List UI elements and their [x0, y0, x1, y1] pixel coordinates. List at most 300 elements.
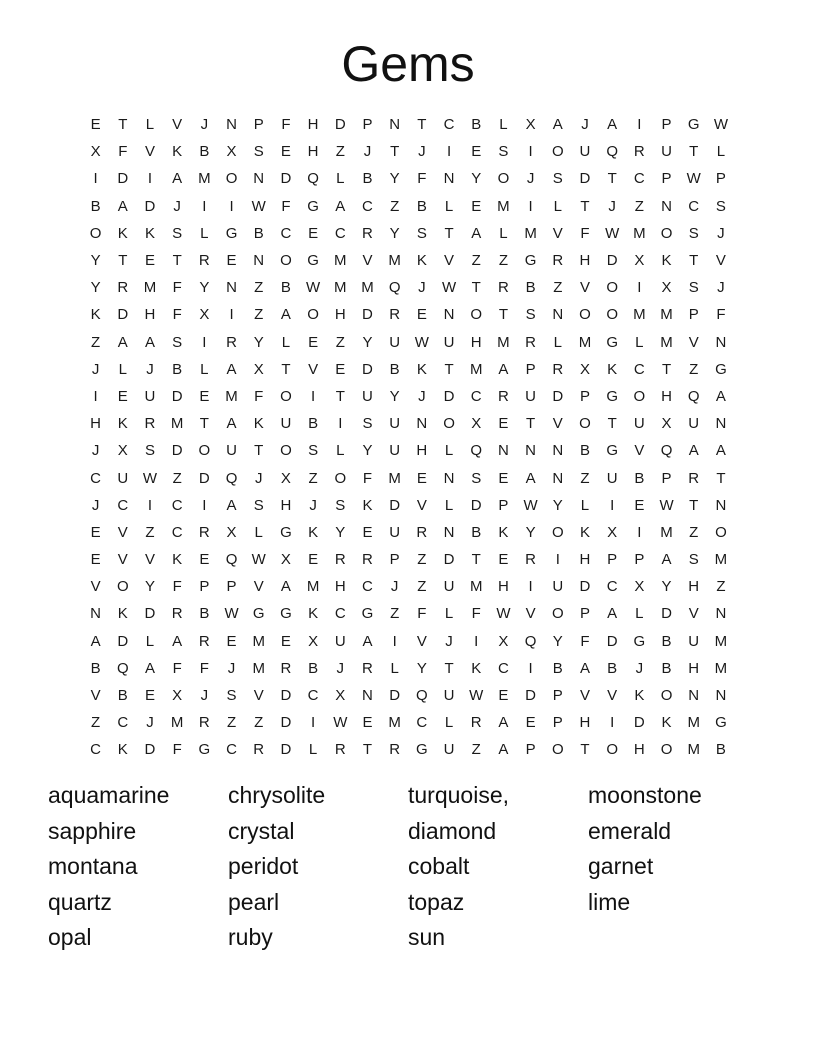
grid-letter: Y: [253, 333, 264, 351]
word-list-item: emerald: [588, 817, 672, 844]
grid-letter: N: [715, 333, 727, 351]
grid-letter: S: [688, 279, 699, 297]
grid-letter: R: [226, 333, 237, 351]
grid-letter: S: [172, 333, 183, 351]
grid-letter: M: [334, 252, 347, 270]
grid-letter: I: [528, 578, 533, 596]
grid-letter: F: [172, 279, 182, 297]
grid-letter: Z: [390, 197, 400, 215]
grid-letter: V: [144, 143, 155, 161]
grid-letter: J: [336, 659, 345, 677]
grid-letter: P: [389, 551, 400, 569]
grid-letter: M: [306, 578, 320, 596]
grid-letter: O: [280, 252, 292, 270]
grid-letter: D: [117, 632, 129, 650]
grid-letter: W: [605, 224, 620, 242]
grid-letter: M: [633, 306, 646, 324]
grid-letter: T: [281, 360, 291, 378]
grid-letter: O: [116, 578, 129, 596]
grid-letter: L: [145, 632, 155, 650]
grid-letter: J: [445, 632, 453, 650]
grid-letter: K: [634, 687, 645, 705]
grid-letter: C: [90, 469, 102, 487]
grid-letter: X: [172, 687, 183, 705]
grid-letter: I: [610, 714, 615, 732]
grid-letter: L: [390, 659, 399, 677]
grid-letter: T: [580, 741, 590, 759]
grid-letter: L: [635, 605, 644, 623]
grid-letter: G: [606, 387, 618, 405]
grid-letter: Z: [91, 714, 101, 732]
grid-letter: T: [444, 659, 454, 677]
grid-letter: G: [280, 605, 292, 623]
grid-letter: P: [525, 741, 536, 759]
grid-letter: D: [117, 306, 129, 324]
grid-letter: O: [225, 170, 238, 188]
grid-letter: O: [198, 442, 211, 460]
grid-letter: V: [634, 442, 645, 460]
grid-letter: N: [688, 687, 700, 705]
grid-letter: P: [552, 714, 563, 732]
grid-letter: S: [253, 496, 264, 514]
grid-letter: C: [334, 224, 346, 242]
grid-letter: U: [443, 741, 455, 759]
grid-letter: X: [525, 116, 536, 134]
grid-letter: X: [579, 360, 590, 378]
grid-letter: E: [117, 387, 128, 405]
word-list-item: crystal: [228, 817, 295, 844]
grid-letter: S: [362, 415, 373, 433]
grid-letter: L: [200, 360, 209, 378]
grid-letter: N: [715, 687, 727, 705]
grid-letter: L: [145, 116, 155, 134]
grid-letter: N: [443, 170, 455, 188]
grid-letter: M: [225, 387, 238, 405]
grid-letter: H: [688, 578, 700, 596]
grid-letter: T: [172, 252, 182, 270]
grid-letter: S: [172, 224, 183, 242]
grid-letter: V: [444, 252, 455, 270]
grid-letter: O: [89, 224, 102, 242]
grid-letter: U: [334, 632, 346, 650]
grid-letter: I: [528, 659, 533, 677]
grid-letter: Q: [116, 659, 129, 677]
grid-letter: W: [414, 333, 429, 351]
grid-letter: X: [226, 523, 237, 541]
grid-letter: C: [280, 224, 292, 242]
grid-letter: E: [362, 714, 373, 732]
grid-letter: R: [470, 714, 482, 732]
page-title: Gems: [341, 36, 475, 92]
grid-letter: H: [334, 306, 346, 324]
grid-letter: R: [253, 741, 265, 759]
grid-letter: L: [444, 605, 454, 623]
grid-letter: D: [443, 387, 455, 405]
grid-letter: X: [226, 143, 237, 161]
grid-letter: S: [688, 551, 699, 569]
grid-letter: R: [280, 659, 292, 677]
grid-letter: R: [334, 551, 346, 569]
grid-letter: O: [660, 224, 673, 242]
grid-letter: R: [362, 551, 373, 569]
grid-letter: O: [660, 687, 673, 705]
grid-letter: J: [581, 116, 589, 134]
grid-letter: U: [389, 523, 401, 541]
grid-letter: I: [147, 496, 153, 514]
grid-letter: M: [660, 333, 673, 351]
grid-letter: D: [280, 170, 292, 188]
grid-letter: B: [607, 659, 618, 677]
grid-letter: S: [416, 224, 427, 242]
grid-letter: B: [90, 197, 101, 215]
grid-letter: V: [579, 687, 590, 705]
grid-letter: K: [579, 523, 590, 541]
grid-letter: A: [172, 632, 183, 650]
grid-letter: N: [253, 170, 265, 188]
grid-letter: J: [200, 687, 209, 705]
grid-letter: L: [635, 333, 644, 351]
grid-letter: T: [580, 197, 590, 215]
grid-letter: C: [334, 605, 346, 623]
grid-letter: J: [608, 197, 616, 215]
grid-letter: Y: [471, 170, 482, 188]
grid-letter: K: [90, 306, 101, 324]
grid-letter: C: [688, 197, 700, 215]
word-list-item: opal: [48, 924, 92, 951]
grid-letter: B: [715, 741, 726, 759]
grid-letter: X: [199, 306, 210, 324]
grid-letter: K: [471, 659, 482, 677]
grid-letter: E: [308, 333, 319, 351]
grid-letter: H: [307, 116, 319, 134]
grid-letter: T: [607, 170, 617, 188]
grid-letter: J: [309, 496, 317, 514]
grid-letter: Q: [225, 551, 238, 569]
grid-letter: I: [93, 387, 98, 405]
grid-letter: E: [226, 632, 237, 650]
grid-letter: O: [280, 387, 292, 405]
grid-letter: D: [606, 632, 618, 650]
grid-letter: F: [281, 197, 291, 215]
grid-letter: R: [334, 741, 346, 759]
grid-letter: B: [661, 659, 672, 677]
grid-letter: M: [497, 197, 510, 215]
grid-letter: M: [252, 659, 265, 677]
grid-letter: K: [362, 496, 373, 514]
grid-letter: J: [173, 197, 181, 215]
grid-letter: E: [362, 523, 373, 541]
grid-letter: A: [280, 306, 291, 324]
grid-letter: T: [471, 279, 481, 297]
grid-letter: E: [498, 469, 509, 487]
grid-letter: A: [335, 197, 346, 215]
grid-letter: Y: [90, 279, 101, 297]
grid-letter: L: [336, 442, 345, 460]
word-list-item: moonstone: [588, 782, 702, 808]
grid-letter: T: [199, 415, 209, 433]
grid-letter: M: [469, 360, 483, 378]
grid-letter: X: [471, 415, 482, 433]
grid-letter: V: [416, 632, 427, 650]
grid-letter: E: [471, 143, 482, 161]
grid-letter: D: [334, 116, 346, 134]
grid-letter: J: [363, 143, 372, 161]
word-list-item: lime: [588, 888, 631, 915]
grid-letter: A: [688, 442, 699, 460]
grid-letter: K: [416, 252, 427, 270]
grid-letter: L: [254, 523, 263, 541]
grid-letter: C: [90, 741, 102, 759]
grid-letter: X: [634, 252, 645, 270]
grid-letter: U: [552, 578, 564, 596]
grid-letter: A: [661, 551, 672, 569]
grid-letter: R: [198, 714, 210, 732]
grid-letter: Q: [687, 387, 700, 405]
grid-letter: W: [251, 197, 266, 215]
grid-letter: L: [200, 224, 209, 242]
grid-letter: R: [389, 741, 401, 759]
grid-letter: I: [637, 279, 642, 297]
grid-letter: E: [90, 523, 101, 541]
grid-letter: B: [172, 360, 183, 378]
grid-letter: D: [606, 252, 618, 270]
grid-letter: X: [634, 578, 645, 596]
grid-letter: X: [280, 551, 291, 569]
grid-letter: Z: [417, 551, 427, 569]
grid-letter: N: [552, 469, 564, 487]
grid-letter: O: [280, 442, 292, 460]
grid-letter: M: [388, 714, 401, 732]
grid-letter: I: [637, 116, 642, 134]
grid-letter: K: [172, 551, 183, 569]
grid-letter: O: [551, 143, 564, 161]
grid-letter: E: [498, 551, 509, 569]
grid-letter: M: [524, 224, 537, 242]
grid-letter: K: [308, 523, 319, 541]
grid-letter: I: [147, 170, 153, 188]
grid-letter: J: [146, 714, 154, 732]
grid-letter: L: [444, 496, 454, 514]
grid-letter: N: [226, 279, 237, 297]
grid-letter: A: [715, 387, 726, 405]
grid-letter: P: [579, 605, 590, 623]
grid-letter: A: [117, 333, 128, 351]
grid-letter: F: [362, 469, 373, 487]
grid-letter: J: [200, 116, 209, 134]
grid-letter: F: [417, 605, 427, 623]
grid-letter: S: [498, 143, 509, 161]
grid-letter: M: [334, 279, 347, 297]
word-list-item: quartz: [48, 888, 112, 915]
grid-letter: T: [362, 741, 373, 759]
grid-letter: S: [688, 224, 699, 242]
grid-letter: L: [553, 333, 562, 351]
letter-grid: [82, 111, 735, 764]
grid-letter: R: [362, 659, 373, 677]
grid-letter: E: [90, 116, 101, 134]
grid-letter: H: [416, 442, 428, 460]
grid-letter: L: [281, 333, 291, 351]
grid-letter: J: [390, 578, 399, 596]
grid-letter: A: [607, 116, 618, 134]
grid-letter: S: [253, 143, 264, 161]
grid-letter: L: [553, 197, 562, 215]
word-list-item: pearl: [228, 888, 280, 915]
grid-letter: E: [199, 387, 210, 405]
grid-letter: M: [198, 170, 211, 188]
grid-letter: R: [198, 523, 210, 541]
grid-letter: Z: [580, 469, 590, 487]
grid-letter: N: [552, 442, 564, 460]
grid-letter: W: [224, 605, 239, 623]
grid-letter: F: [254, 387, 264, 405]
grid-letter: A: [552, 116, 563, 134]
grid-letter: V: [552, 415, 563, 433]
grid-letter: E: [335, 360, 346, 378]
grid-letter: Y: [416, 659, 427, 677]
grid-letter: A: [280, 578, 291, 596]
grid-letter: A: [144, 333, 155, 351]
word-list-item: chrysolite: [228, 782, 326, 808]
grid-letter: A: [226, 415, 237, 433]
grid-letter: G: [524, 252, 537, 270]
grid-letter: L: [499, 116, 508, 134]
grid-letter: X: [661, 415, 672, 433]
grid-letter: G: [252, 605, 265, 623]
grid-letter: B: [525, 279, 536, 297]
grid-letter: P: [498, 496, 509, 514]
grid-letter: P: [634, 551, 645, 569]
grid-letter: M: [388, 469, 401, 487]
grid-letter: U: [661, 143, 672, 161]
grid-letter: G: [416, 741, 428, 759]
grid-letter: J: [418, 143, 426, 161]
grid-letter: U: [688, 632, 700, 650]
grid-letter: D: [552, 387, 564, 405]
grid-letter: J: [418, 387, 426, 405]
grid-letter: Y: [362, 442, 373, 460]
grid-letter: P: [661, 170, 672, 188]
grid-letter: X: [280, 469, 291, 487]
grid-letter: B: [90, 659, 101, 677]
grid-letter: M: [578, 333, 592, 351]
grid-letter: O: [307, 306, 319, 324]
grid-letter: I: [637, 523, 642, 541]
grid-letter: K: [172, 143, 183, 161]
grid-letter: B: [199, 143, 210, 161]
grid-letter: L: [308, 741, 318, 759]
grid-letter: W: [523, 496, 538, 514]
grid-letter: V: [308, 360, 319, 378]
grid-letter: K: [117, 741, 128, 759]
grid-letter: F: [172, 306, 182, 324]
grid-letter: E: [144, 252, 155, 270]
grid-letter: E: [308, 551, 319, 569]
grid-letter: K: [308, 605, 319, 623]
grid-letter: V: [715, 252, 726, 270]
grid-letter: V: [688, 605, 699, 623]
grid-letter: J: [526, 170, 535, 188]
grid-letter: A: [498, 714, 509, 732]
grid-letter: V: [90, 687, 101, 705]
grid-letter: Z: [254, 306, 264, 324]
grid-letter: G: [687, 116, 700, 134]
grid-letter: I: [93, 170, 98, 188]
grid-letter: C: [633, 170, 645, 188]
grid-letter: L: [336, 170, 345, 188]
grid-letter: Y: [199, 279, 210, 297]
grid-letter: J: [635, 659, 644, 677]
grid-letter: L: [499, 224, 508, 242]
word-list-item: aquamarine: [48, 782, 170, 808]
grid-letter: N: [715, 605, 727, 623]
grid-letter: R: [389, 306, 401, 324]
grid-letter: U: [362, 387, 373, 405]
grid-letter: X: [308, 632, 319, 650]
grid-letter: T: [661, 360, 672, 378]
grid-letter: G: [633, 632, 646, 650]
grid-letter: O: [660, 741, 673, 759]
grid-letter: C: [362, 197, 373, 215]
grid-letter: B: [253, 224, 264, 242]
grid-letter: D: [280, 687, 292, 705]
grid-letter: Y: [389, 387, 400, 405]
grid-letter: A: [362, 632, 373, 650]
grid-letter: W: [333, 714, 348, 732]
grid-letter: Z: [498, 252, 508, 270]
grid-letter: K: [117, 605, 128, 623]
grid-letter: Q: [606, 143, 618, 161]
grid-letter: P: [253, 116, 264, 134]
grid-letter: C: [416, 714, 428, 732]
grid-letter: E: [280, 143, 291, 161]
grid-letter: L: [444, 714, 454, 732]
grid-letter: M: [687, 714, 700, 732]
grid-letter: N: [661, 197, 672, 215]
grid-letter: Z: [254, 714, 264, 732]
grid-letter: P: [579, 387, 590, 405]
grid-letter: T: [118, 116, 128, 134]
grid-letter: D: [389, 687, 401, 705]
grid-letter: T: [444, 224, 454, 242]
grid-letter: W: [441, 279, 457, 297]
word-list-item: montana: [48, 853, 138, 880]
word-list-item: diamond: [408, 817, 497, 844]
grid-letter: Z: [226, 714, 237, 732]
grid-letter: O: [497, 170, 510, 188]
grid-letter: K: [144, 224, 155, 242]
grid-letter: D: [171, 442, 183, 460]
grid-letter: I: [474, 632, 479, 650]
grid-letter: S: [471, 469, 482, 487]
grid-letter: E: [199, 551, 210, 569]
grid-letter: D: [525, 687, 537, 705]
grid-letter: D: [443, 551, 455, 569]
grid-letter: X: [607, 523, 618, 541]
grid-letter: B: [471, 116, 482, 134]
grid-letter: T: [526, 415, 536, 433]
grid-letter: T: [118, 252, 128, 270]
word-list-item: ruby: [228, 924, 273, 951]
grid-letter: V: [253, 687, 264, 705]
grid-letter: Z: [335, 333, 345, 351]
grid-letter: A: [172, 170, 183, 188]
grid-letter: H: [280, 496, 292, 514]
grid-letter: J: [717, 224, 725, 242]
grid-letter: B: [199, 605, 210, 623]
grid-letter: E: [498, 415, 509, 433]
grid-letter: W: [469, 687, 484, 705]
